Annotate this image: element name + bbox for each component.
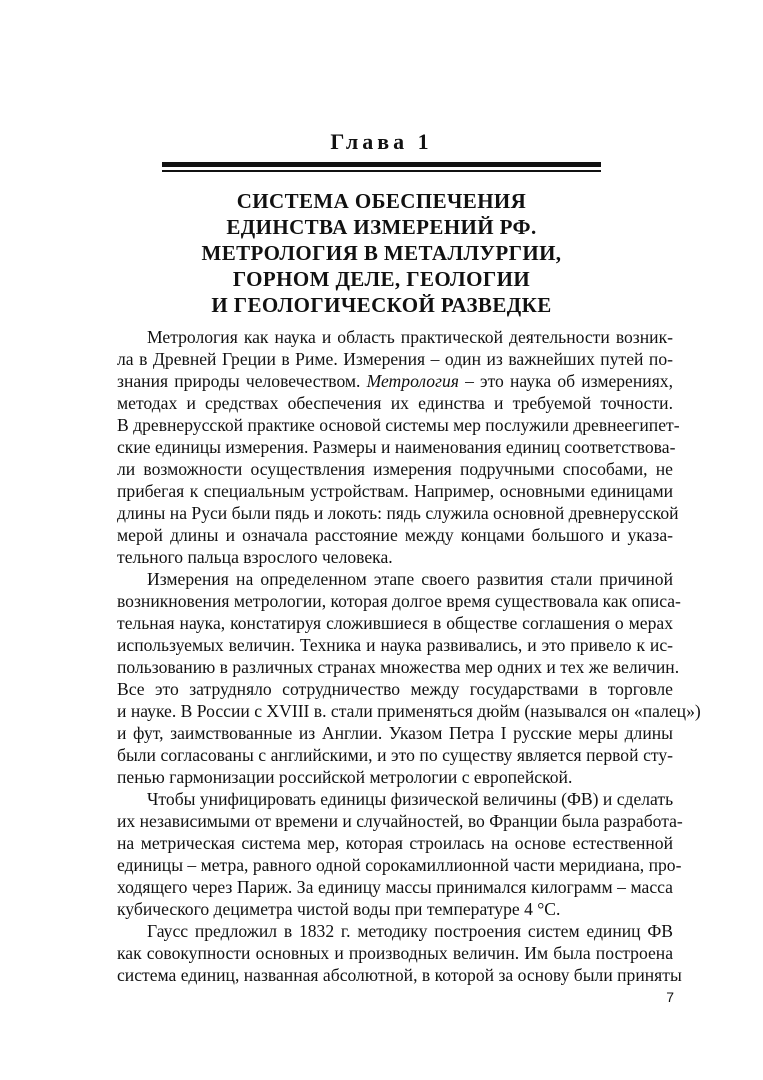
title-line: СИСТЕМА ОБЕСПЕЧЕНИЯ (236, 189, 527, 213)
text-line: единицы – метра, равного одной сорокамиллионной части меридиана, про- (117, 855, 682, 875)
text-line: как совокупности основных и производных величин. Им была построена (117, 943, 673, 963)
term-metrology: Метрология (366, 371, 459, 391)
text-line: Метрология как наука и область практической деятельности возник- (147, 327, 673, 347)
text-line: Измерения на определенном этапе своего развития стали причиной (147, 569, 673, 589)
text-line: ские единицы измерения. Размеры и наименования единиц соответствова- (117, 437, 676, 457)
title-line: И ГЕОЛОГИЧЕСКОЙ РАЗВЕДКЕ (211, 293, 552, 317)
text-line: тельная наука, констатируя сложившиеся в обществе соглашения о мерах (117, 613, 673, 633)
title-line: ЕДИНСТВА ИЗМЕРЕНИЙ РФ. (226, 215, 537, 239)
text-fragment: – это наука об измерениях, (465, 371, 673, 391)
text-line: Все это затрудняло сотрудничество между государствами в торговле (117, 679, 673, 699)
title-line: МЕТРОЛОГИЯ В МЕТАЛЛУРГИИ, (201, 241, 562, 265)
text-line: прибегая к специальным устройствам. Например, основными единицами (117, 481, 673, 501)
text-line: система единиц, названная абсолютной, в которой за основу были приняты (117, 965, 682, 985)
text-line (117, 370, 673, 392)
text-line: пользованию в различных странах множества мер одних и тех же величин. (117, 657, 680, 677)
text-line: длины на Руси были пядь и локоть: пядь служила основной древнерусской (117, 503, 679, 523)
text-line: мерой длины и означала расстояние между концами большого и указа- (117, 525, 673, 545)
text-line: ла в Древней Греции в Риме. Измерения – один из важнейших путей по- (117, 349, 673, 369)
text-line: ли возможности осуществления измерения подручными способами, не (117, 459, 673, 479)
text-line: Гаусс предложил в 1832 г. методику построения систем единиц ФВ (147, 921, 673, 941)
heading-rule-thin (162, 170, 601, 172)
text-line: возникновения метрологии, которая долгое время существовала как описа- (117, 591, 681, 611)
title-line: ГОРНОМ ДЕЛЕ, ГЕОЛОГИИ (232, 267, 531, 291)
body-text (117, 326, 701, 986)
text-line: и науке. В России с XVIII в. стали применяться дюйм (назывался он «палец») (117, 701, 701, 721)
page-number: 7 (666, 989, 674, 1005)
text-line: были согласованы с английскими, и это по существу является первой сту- (117, 745, 673, 765)
text-line: Чтобы унифицировать единицы физической величины (ФВ) и сделать (147, 789, 674, 809)
text-line: и фут, заимствованные из Англии. Указом Петра I русские меры длины (117, 723, 673, 743)
text-line: используемых величин. Техника и наука развивались, и это привело к ис- (117, 635, 673, 655)
heading-rule-thick (162, 162, 601, 167)
text-line: пенью гармонизации российской метрологии с европейской. (117, 767, 573, 787)
chapter-title (0, 188, 763, 318)
text-line: на метрическая система мер, которая строилась на основе естественной (117, 833, 673, 853)
text-line: методах и средствах обеспечения их единства и требуемой точности. (117, 393, 673, 413)
text-line: их независимыми от времени и случайностей, во Франции была разработа- (117, 811, 683, 831)
text-line: В древнерусской практике основой системы мер послужили древнеегипет- (117, 415, 680, 435)
chapter-heading: Глава 1 (330, 129, 433, 154)
text-fragment: знания природы человечеством. (117, 371, 361, 391)
text-line: тельного пальца взрослого человека. (117, 547, 393, 567)
text-line: кубического дециметра чистой воды при температуре 4 °С. (117, 899, 561, 919)
text-line: ходящего через Париж. За единицу массы принимался килограмм – масса (117, 877, 673, 897)
